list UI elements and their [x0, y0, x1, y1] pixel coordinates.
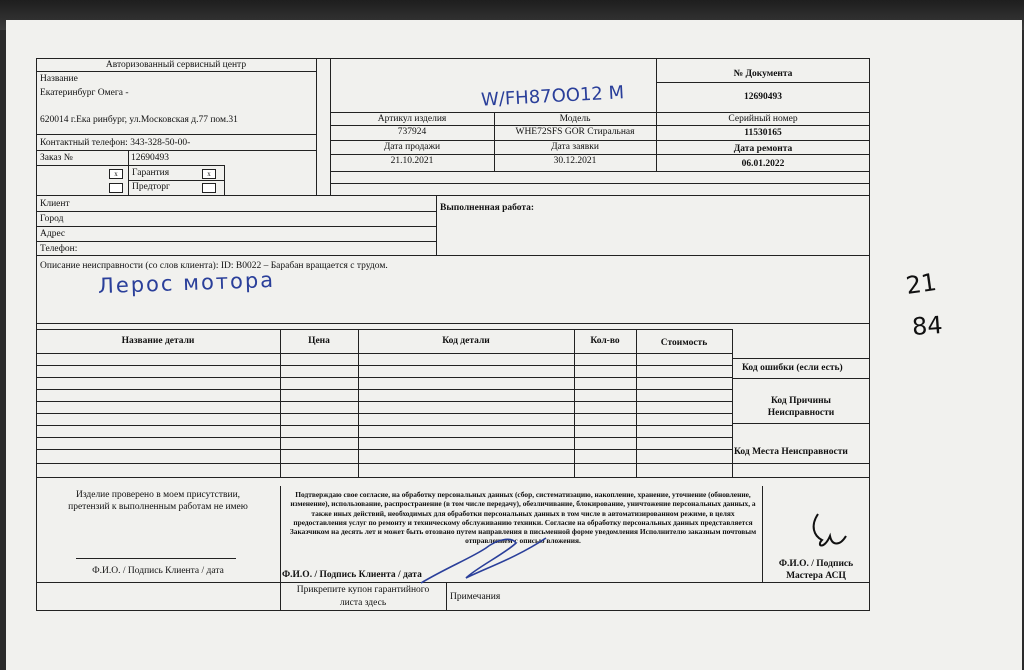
- master-sign-label-2: Мастера АСЦ: [786, 571, 846, 581]
- line: [732, 358, 870, 359]
- line: [76, 558, 236, 559]
- frame-bottom: [36, 610, 870, 611]
- line: [36, 329, 732, 330]
- line: [36, 477, 870, 478]
- order-label: Заказ №: [40, 153, 73, 163]
- line: [280, 329, 281, 477]
- line: [36, 353, 732, 354]
- line: [330, 125, 870, 126]
- line: [732, 423, 870, 424]
- phone-text: Контактный телефон: 343-328-50-00-: [40, 138, 191, 148]
- pretrade-checkbox-left[interactable]: [109, 183, 123, 193]
- coupon-label-2: листа здесь: [339, 598, 387, 608]
- line: [36, 195, 870, 196]
- handwritten-fault-note: Лерос мотора: [97, 267, 276, 299]
- doc-no-label: № Документа: [733, 69, 793, 79]
- col-cost: Стоимость: [660, 338, 708, 348]
- line: [36, 413, 732, 414]
- request-date-value: 30.12.2021: [553, 156, 597, 166]
- cause-code-label-1: Код Причины: [771, 396, 831, 406]
- line: [36, 425, 732, 426]
- pretrade-checkbox-right[interactable]: [202, 183, 216, 193]
- name-label: Название: [40, 74, 78, 84]
- line: [330, 112, 870, 113]
- master-sign-label-1: Ф.И.О. / Подпись: [778, 559, 854, 569]
- line: [436, 195, 437, 255]
- line: [330, 171, 870, 172]
- checked-text-1: Изделие проверено в моем присутствии,: [75, 490, 241, 500]
- client-label: Клиент: [40, 199, 70, 209]
- name-value: Екатеринбург Омега -: [40, 88, 129, 98]
- repair-date-value: 06.01.2022: [741, 159, 785, 169]
- serial-value: 11530165: [744, 128, 782, 138]
- line: [36, 323, 870, 324]
- cause-code-label-2: Неисправности: [767, 408, 835, 418]
- address-text: 620014 г.Ека ринбург, ул.Московская д.77 пом.31: [40, 115, 238, 125]
- line: [36, 463, 732, 464]
- line: [316, 58, 317, 195]
- client-sign-label: Ф.И.О. / Подпись Клиента / дата: [92, 566, 224, 576]
- line: [358, 329, 359, 477]
- client-signature: [416, 528, 556, 588]
- repair-date-label: Дата ремонта: [733, 144, 793, 154]
- notes-label: Примечания: [450, 592, 501, 602]
- model-label: Модель: [559, 114, 591, 124]
- fault-description: Описание неисправности (со слов клиента): ID: B0022 – Барабан вращается с трудом.: [40, 261, 388, 271]
- line: [36, 437, 732, 438]
- sale-date-value: 21.10.2021: [390, 156, 434, 166]
- work-done-label: Выполненная работа:: [440, 203, 535, 213]
- checked-text-2: претензий к выполненным работам не имею: [68, 502, 248, 512]
- client-sign-label-2: Ф.И.О. / Подпись Клиента / дата: [282, 570, 422, 580]
- pretrade-label: Предторг: [132, 182, 170, 192]
- warranty-label: Гарантия: [132, 168, 170, 178]
- line: [224, 165, 225, 195]
- doc-no-value: 12690493: [744, 92, 782, 102]
- col-part-code: Код детали: [442, 336, 490, 346]
- error-code-label: Код ошибки (если есть): [742, 363, 843, 373]
- warranty-checkbox-right[interactable]: x: [202, 169, 216, 179]
- frame-top: [36, 58, 870, 59]
- line: [36, 255, 870, 256]
- line: [128, 150, 129, 195]
- margin-note-1: 21: [904, 268, 939, 300]
- client-phone-label: Телефон:: [40, 244, 78, 254]
- line: [36, 241, 436, 242]
- line: [36, 226, 436, 227]
- line: [330, 140, 870, 141]
- asc-title: Авторизованный сервисный центр: [105, 60, 247, 70]
- order-value: 12690493: [131, 153, 169, 163]
- service-form: [36, 58, 870, 612]
- line: [330, 154, 870, 155]
- model-value: WHE72SFS GOR Стиральная: [515, 127, 635, 137]
- col-part-name: Название детали: [121, 336, 195, 346]
- sale-date-label: Дата продажи: [383, 142, 441, 152]
- master-signature: [806, 506, 856, 556]
- line: [36, 377, 732, 378]
- warranty-checkbox-left[interactable]: x: [109, 169, 123, 179]
- consent-text: Подтверждаю свое согласие, на обработку персональных данных (сбор, систематизацию, накопление, хранение, уточнение (обновление, изменение), использование, распространение (в том числе передачу), обезличивание, блокирование, уничтожение персональных данных, а также иных действий, необходимых для обработки персональных данных в том числе в автоматизированном режиме, в целях предоставления услуг по ремонту и техническому обслуживанию техники. Согласие на обработку персональных данных представляется Заказчиком на десять лет и может быть отозвано путем направления в письменной форме уведомления Исполнителю заказным почтовым отправлением с описью вложения.: [289, 490, 757, 546]
- line: [128, 180, 224, 181]
- line: [36, 211, 436, 212]
- line: [36, 389, 732, 390]
- line: [36, 134, 316, 135]
- line: [36, 165, 224, 166]
- request-date-label: Дата заявки: [551, 142, 599, 152]
- line: [330, 183, 870, 184]
- serial-label: Серийный номер: [728, 114, 798, 124]
- line: [656, 82, 870, 83]
- line: [732, 463, 870, 464]
- margin-note-2: 84: [911, 310, 944, 342]
- article-label: Артикул изделия: [377, 114, 447, 124]
- coupon-label-1: Прикрепите купон гарантийного: [296, 585, 430, 595]
- place-code-label: Код Места Неисправности: [734, 447, 848, 457]
- line: [36, 449, 732, 450]
- city-label: Город: [40, 214, 64, 224]
- line: [36, 401, 732, 402]
- frame-left: [36, 58, 37, 610]
- line: [574, 329, 575, 477]
- line: [36, 365, 732, 366]
- handwritten-model-note: W/FH87OO12 M: [480, 82, 625, 111]
- address-label: Адрес: [40, 229, 66, 239]
- col-qty: Кол-во: [590, 336, 620, 346]
- line: [732, 378, 870, 379]
- article-value: 737924: [397, 127, 427, 137]
- col-price: Цена: [308, 336, 330, 346]
- line: [36, 71, 316, 72]
- line: [636, 329, 637, 477]
- line: [280, 486, 281, 582]
- line: [36, 150, 316, 151]
